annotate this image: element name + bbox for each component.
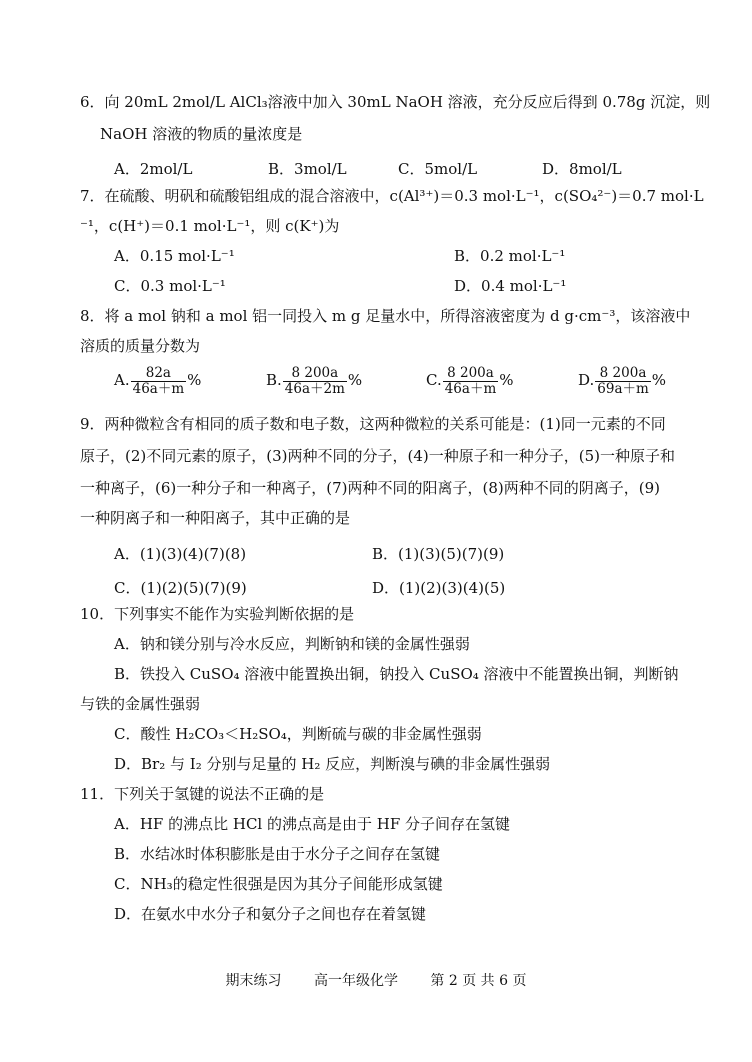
q10-option-d: D．Br₂ 与 I₂ 分别与足量的 H₂ 反应，判断溴与碘的非金属性强弱 [114,755,551,773]
q9-option-d: D．(1)(2)(3)(4)(5) [372,579,506,597]
numerator: 82a [131,366,187,382]
q8-option-letter: D. [578,371,595,389]
q10-option-c: C．酸性 H₂CO₃＜H₂SO₄，判断硫与碳的非金属性强弱 [114,725,482,743]
q7-option-d: D．0.4 mol·L⁻¹ [454,277,567,295]
numerator: 8 200a [283,366,347,382]
footer-subject: 高一年级化学 [313,973,398,989]
q7-stem-line1: 7．在硫酸、明矾和硫酸铝组成的混合溶液中，c(Al³⁺)＝0.3 mol·L⁻¹，c(SO₄²⁻)＝0.7 mol·L [80,187,704,205]
q9-stem-line2: 原子，(2)不同元素的原子，(3)两种不同的分子，(4)一种原子和一种分子，(5)一种原子和 [80,447,675,465]
q6-stem-line1: 6．向 20mL 2mol/L AlCl₃溶液中加入 30mL NaOH 溶液，充分反应后得到 0.78g 沉淀，则 [80,93,711,111]
denominator: 46a＋m [132,380,185,397]
q10-option-a: A．钠和镁分别与冷水反应，判断钠和镁的金属性强弱 [114,635,470,653]
q9-stem-line1: 9．两种微粒含有相同的质子数和电子数，这两种微粒的关系可能是：(1)同一元素的不同 [80,415,666,433]
q7-option-c: C．0.3 mol·L⁻¹ [114,277,226,295]
denominator: 69a＋m [597,380,649,397]
q6-stem-line2: NaOH 溶液的物质的量浓度是 [100,125,303,143]
q9-option-a: A．(1)(3)(4)(7)(8) [114,545,247,563]
q6-option-b: B．3mol/L [268,160,347,178]
percent-sign: % [499,371,514,389]
fraction [595,366,651,397]
q6-option-c: C．5mol/L [398,160,478,178]
q9-stem-line3: 一种离子，(6)一种分子和一种离子，(7)两种不同的阳离子，(8)两种不同的阴离子，(9) [80,479,660,497]
q6-option-a: A．2mol/L [114,160,193,178]
page-footer [0,970,752,990]
fraction [131,366,187,397]
q11-option-c: C．NH₃的稳定性很强是因为其分子间能形成氢键 [114,875,443,893]
q8-option-b [266,362,362,398]
q8-option-letter: B. [266,371,282,389]
footer-page-number: 第 2 页 共 6 页 [430,973,527,989]
percent-sign: % [347,371,363,389]
q7-option-a: A．0.15 mol·L⁻¹ [114,247,235,265]
fraction [443,366,499,397]
q9-stem-line4: 一种阴离子和一种阳离子，其中正确的是 [80,509,351,527]
denominator: 46a＋m [444,380,497,397]
q11-option-b: B．水结冰时体积膨胀是由于水分子之间存在氢键 [114,845,441,863]
numerator: 8 200a [595,366,651,382]
q10-option-b-line2: 与铁的金属性强弱 [80,695,201,713]
percent-sign: % [187,371,202,389]
q10-stem: 10．下列事实不能作为实验判断依据的是 [80,605,355,623]
q8-stem-line1: 8．将 a mol 钠和 a mol 铝一同投入 m g 足量水中，所得溶液密度为 d g·cm⁻³，该溶液中 [80,307,691,325]
q9-option-b: B．(1)(3)(5)(7)(9) [372,545,505,563]
q11-stem: 11．下列关于氢键的说法不正确的是 [80,785,325,803]
q8-option-letter: A. [114,371,130,389]
q8-option-a [114,362,201,398]
denominator: 46a＋2m [284,380,345,397]
q9-option-c: C．(1)(2)(5)(7)(9) [114,579,247,597]
q7-option-b: B．0.2 mol·L⁻¹ [454,247,566,265]
q8-option-letter: C. [426,371,442,389]
footer-exam-name: 期末练习 [225,973,282,989]
q10-option-b-line1: B．铁投入 CuSO₄ 溶液中能置换出铜，钠投入 CuSO₄ 溶液中不能置换出铜，判断钠 [114,665,679,683]
q8-option-d [578,362,666,398]
numerator: 8 200a [443,366,499,382]
q7-stem-line2: ⁻¹，c(H⁺)＝0.1 mol·L⁻¹，则 c(K⁺)为 [80,217,340,235]
q8-stem-line2: 溶质的质量分数为 [80,337,201,355]
fraction [283,366,347,397]
q11-option-d: D．在氨水中水分子和氨分子之间也存在着氢键 [114,905,427,923]
q6-option-d: D．8mol/L [542,160,622,178]
q11-option-a: A．HF 的沸点比 HCl 的沸点高是由于 HF 分子间存在氢键 [114,815,511,833]
q8-option-c [426,362,514,398]
percent-sign: % [651,371,667,389]
